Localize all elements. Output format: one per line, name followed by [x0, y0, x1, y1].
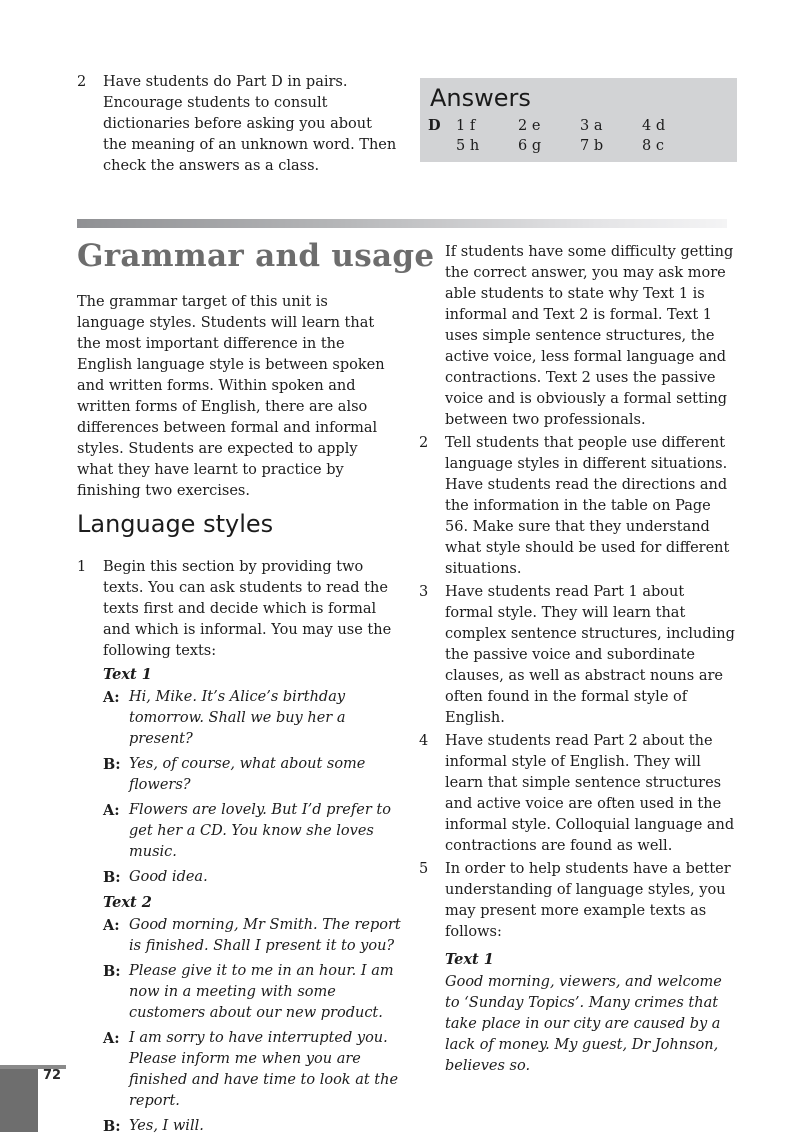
- item-text: Have students read Part 1 about formal style. They will learn that complex sentence structures, including the passive voice and subordinate clauses, as well as abstract nouns are often found in the formal style of English.: [445, 584, 735, 726]
- answer-cell: 4 d: [642, 118, 666, 134]
- subsection-title: Language styles: [77, 510, 274, 538]
- utterance: Yes, I will.: [129, 1118, 204, 1134]
- dialogue-line: [103, 867, 402, 888]
- item-number: 3: [419, 584, 429, 600]
- speaker: B:: [103, 869, 121, 886]
- dialogue-line: [103, 687, 402, 750]
- speaker: B:: [103, 1118, 121, 1135]
- answers-part-label: D: [428, 117, 441, 134]
- example-text: Good morning, viewers, and welcome to ‘Sunday Topics’. Many crimes that take place in our city are caused by a lack of money. My guest, Dr Johnson, believes so.: [445, 974, 722, 1074]
- item-number: 4: [419, 733, 429, 749]
- speaker: A:: [103, 689, 120, 706]
- dialogue-text2: [77, 892, 402, 1137]
- top-instruction: [77, 72, 397, 179]
- dialogue-line: [103, 800, 402, 863]
- answer-cell: 7 b: [580, 138, 604, 154]
- answer-cell: 6 g: [518, 138, 542, 154]
- dialogue-label: Text 1: [103, 666, 152, 683]
- dialogue-line: [103, 961, 402, 1024]
- utterance: Good idea.: [129, 869, 208, 885]
- answers-row: [428, 116, 704, 136]
- item-number: 2: [77, 74, 87, 90]
- dialogue-line: [103, 754, 402, 796]
- example-text-block: [419, 949, 735, 1077]
- answer-cell: 1 f: [456, 118, 476, 134]
- dialogue-line: [103, 1116, 402, 1137]
- answers-title: Answers: [430, 84, 531, 112]
- list-item-1: [77, 557, 402, 662]
- speaker: B:: [103, 756, 121, 773]
- utterance: Flowers are lovely. But I’d prefer to get her a CD. You know she loves music.: [129, 802, 391, 860]
- item-text: In order to help students have a better understanding of language styles, you may present more example texts as follows:: [445, 861, 731, 940]
- page-tab: [0, 1065, 38, 1132]
- answers-box: [420, 78, 737, 162]
- utterance: Please give it to me in an hour. I am now in a meeting with some customers about our new product.: [129, 963, 394, 1021]
- list-item-2: [419, 433, 735, 580]
- item-number: 5: [419, 861, 429, 877]
- answers-row: [428, 136, 704, 156]
- answer-cell: 5 h: [456, 138, 480, 154]
- language-styles-content: [77, 557, 402, 1141]
- answer-cell: 8 c: [642, 138, 664, 154]
- dialogue-label: Text 2: [103, 894, 152, 911]
- speaker: A:: [103, 917, 120, 934]
- answers-part-label-blank: [428, 136, 456, 156]
- dialogue-line: [103, 915, 402, 957]
- grammar-intro: The grammar target of this unit is language styles. Students will learn that the most important difference in the English language style is between spoken and written forms. Within spoken and written forms of English, there are also differences between formal and informal styles. Students are expected to apply what they have learnt to practice by finishing two exercises.: [77, 294, 385, 499]
- answer-cell: 3 a: [580, 118, 603, 134]
- answer-cell: 2 e: [518, 118, 541, 134]
- utterance: Good morning, Mr Smith. The report is finished. Shall I present it to you?: [129, 917, 401, 954]
- item-number: 2: [419, 435, 429, 451]
- speaker: A:: [103, 802, 120, 819]
- dialogue-text1: [77, 664, 402, 888]
- item-text: Have students do Part D in pairs. Encourage students to consult dictionaries before asking you about the meaning of an unknown word. Then check the answers as a class.: [103, 74, 397, 174]
- speaker: A:: [103, 1030, 120, 1047]
- utterance: I am sorry to have interrupted you. Please inform me when you are finished and have time to look at the report.: [129, 1030, 399, 1109]
- item-text: Begin this section by providing two texts. You can ask students to read the texts first and decide which is formal and which is informal. You may use the following texts:: [103, 559, 392, 659]
- section-divider: [77, 219, 727, 228]
- item-number: 1: [77, 559, 87, 575]
- utterance: Yes, of course, what about some flowers?: [129, 756, 366, 793]
- utterance: Hi, Mike. It’s Alice’s birthday tomorrow. Shall we buy her a present?: [129, 689, 346, 747]
- list-item-5: [419, 859, 735, 943]
- right-column: [419, 242, 735, 1077]
- list-item-4: [419, 731, 735, 857]
- item-text: Have students read Part 2 about the informal style of English. They will learn that simple sentence structures and active voice are often used in the informal style. Colloquial language and contractions are found as well.: [445, 733, 735, 854]
- answers-table: [428, 116, 704, 156]
- section-title: Grammar and usage: [77, 238, 435, 274]
- dialogue-line: [103, 1028, 402, 1112]
- page-number: 72: [43, 1068, 62, 1083]
- list-item-3: [419, 582, 735, 729]
- top-list-item: [77, 72, 397, 177]
- right-lead-paragraph: If students have some difficulty getting the correct answer, you may ask more able students to state why Text 1 is informal and Text 2 is formal. Text 1 uses simple sentence structures, the active voice, less formal language and contractions. Text 2 uses the passive voice and is obviously a formal setting between two professionals.: [445, 244, 734, 428]
- example-label: Text 1: [445, 951, 494, 968]
- item-text: Tell students that people use different language styles in different situations. Have students read the directions and the information in the table on Page 56. Make sure that they understand what style should be used for different situations.: [445, 435, 730, 577]
- speaker: B:: [103, 963, 121, 980]
